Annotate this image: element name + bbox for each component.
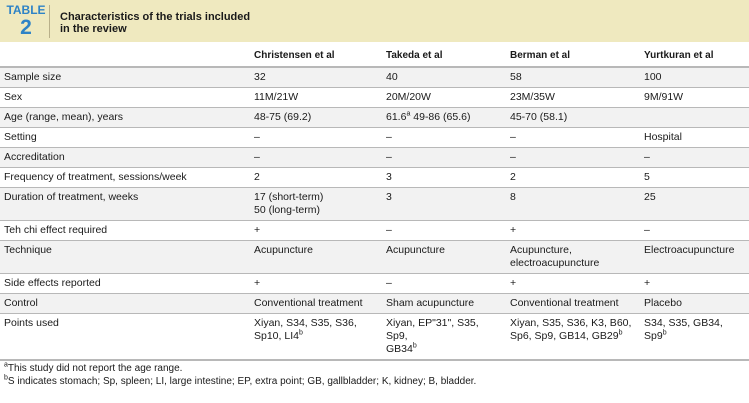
table-cell: 2 bbox=[250, 168, 382, 188]
row-label: Setting bbox=[0, 128, 250, 148]
row-label: Side effects reported bbox=[0, 274, 250, 294]
table-cell: – bbox=[640, 148, 749, 168]
table-cell: + bbox=[506, 274, 640, 294]
table-cell: 3 bbox=[382, 168, 506, 188]
footnote-mark: b bbox=[4, 374, 8, 382]
footnote-mark: b bbox=[618, 329, 623, 337]
table-cell: – bbox=[250, 148, 382, 168]
table-cell: – bbox=[506, 128, 640, 148]
column-header bbox=[0, 44, 250, 67]
cell-text: Sp6, Sp9, GB14, GB29 bbox=[510, 330, 619, 342]
table-cell: Conventional treatment bbox=[250, 294, 382, 314]
table-cell: – bbox=[640, 221, 749, 241]
table-cell bbox=[640, 314, 749, 361]
table-cell: 45-70 (58.1) bbox=[506, 108, 640, 128]
footnote-mark: b bbox=[298, 329, 303, 337]
cell-line: Xiyan, S35, S36, K3, B60, bbox=[510, 317, 632, 329]
cell-text: Sp9 bbox=[644, 330, 663, 342]
cell-line bbox=[510, 330, 636, 343]
table-cell: – bbox=[250, 128, 382, 148]
table-cell bbox=[382, 314, 506, 361]
table-cell: 9M/91W bbox=[640, 88, 749, 108]
table-cell: 25 bbox=[640, 188, 749, 221]
footnote-text: S indicates stomach; Sp, spleen; LI, large intestine; EP, extra point; GB, gallbladder; K, kidney; B, bladder. bbox=[7, 376, 477, 387]
table-number: 2 bbox=[20, 16, 32, 39]
table-cell: Electroacupuncture bbox=[640, 241, 749, 274]
table-cell bbox=[640, 108, 749, 128]
table-cell bbox=[250, 314, 382, 361]
trials-table bbox=[0, 44, 749, 361]
footnote-text: This study did not report the age range. bbox=[7, 363, 183, 374]
table-cell: Placebo bbox=[640, 294, 749, 314]
table-cell: – bbox=[506, 148, 640, 168]
cell-line bbox=[386, 343, 502, 356]
table-cell: Hospital bbox=[640, 128, 749, 148]
table-row bbox=[0, 274, 749, 294]
table-cell: + bbox=[250, 274, 382, 294]
footnote-mark: a bbox=[406, 110, 411, 118]
row-label: Frequency of treatment, sessions/week bbox=[0, 168, 250, 188]
table-cell bbox=[250, 188, 382, 221]
table-cell: 23M/35W bbox=[506, 88, 640, 108]
table-row bbox=[0, 128, 749, 148]
footnote-mark: b bbox=[412, 342, 417, 350]
table-cell: 3 bbox=[382, 188, 506, 221]
table-label-text: TABLE bbox=[6, 3, 46, 17]
cell-line: 50 (long-term) bbox=[254, 204, 320, 216]
footnote bbox=[4, 362, 744, 375]
table-row bbox=[0, 241, 749, 274]
table-cell: 32 bbox=[250, 67, 382, 88]
cell-line: Acupuncture, bbox=[510, 244, 572, 256]
table-row bbox=[0, 294, 749, 314]
footnote-mark: b bbox=[662, 329, 667, 337]
cell-line: electroacupuncture bbox=[510, 257, 600, 269]
table-row bbox=[0, 67, 749, 88]
footnotes bbox=[4, 362, 744, 388]
row-label: Accreditation bbox=[0, 148, 250, 168]
row-label: Age (range, mean), years bbox=[0, 108, 250, 128]
cell-line: Xiyan, EP"31", S35, Sp9, bbox=[386, 317, 479, 342]
table-label bbox=[6, 5, 46, 38]
cell-line: Xiyan, S34, S35, S36, bbox=[254, 317, 357, 329]
table-cell: 2 bbox=[506, 168, 640, 188]
cell-text: 61.6 bbox=[386, 111, 407, 123]
column-header: Yurtkuran et al bbox=[640, 44, 749, 67]
column-header: Christensen et al bbox=[250, 44, 382, 67]
cell-text: GB34 bbox=[386, 343, 413, 355]
cell-line bbox=[644, 330, 745, 343]
cell-text: Sp10, LI4 bbox=[254, 330, 299, 342]
table-row bbox=[0, 188, 749, 221]
row-label: Sample size bbox=[0, 67, 250, 88]
cell-line bbox=[254, 330, 378, 343]
table-cell: 11M/21W bbox=[250, 88, 382, 108]
table-row bbox=[0, 168, 749, 188]
table-cell: 40 bbox=[382, 67, 506, 88]
table-title bbox=[60, 11, 360, 35]
table-row bbox=[0, 314, 749, 361]
table-cell: Conventional treatment bbox=[506, 294, 640, 314]
table-cell: 48-75 (69.2) bbox=[250, 108, 382, 128]
table-header bbox=[0, 0, 749, 42]
table-cell: + bbox=[250, 221, 382, 241]
row-label: Teh chi effect required bbox=[0, 221, 250, 241]
table-cell: + bbox=[640, 274, 749, 294]
header-divider bbox=[49, 5, 50, 38]
table-row bbox=[0, 88, 749, 108]
table-cell: Acupuncture bbox=[382, 241, 506, 274]
row-label: Sex bbox=[0, 88, 250, 108]
row-label: Points used bbox=[0, 314, 250, 361]
table-cell: Sham acupuncture bbox=[382, 294, 506, 314]
row-label: Duration of treatment, weeks bbox=[0, 188, 250, 221]
table-row bbox=[0, 221, 749, 241]
table-cell: – bbox=[382, 221, 506, 241]
table-row bbox=[0, 108, 749, 128]
table-cell: Acupuncture bbox=[250, 241, 382, 274]
column-header: Berman et al bbox=[506, 44, 640, 67]
table-title-line-1: Characteristics of the trials included bbox=[60, 11, 251, 23]
column-header: Takeda et al bbox=[382, 44, 506, 67]
table-cell: 100 bbox=[640, 67, 749, 88]
cell-line: S34, S35, GB34, bbox=[644, 317, 723, 329]
table-cell: 20M/20W bbox=[382, 88, 506, 108]
table-cell: – bbox=[382, 148, 506, 168]
table-cell: 58 bbox=[506, 67, 640, 88]
table-cell: 8 bbox=[506, 188, 640, 221]
table-row bbox=[0, 148, 749, 168]
footnote bbox=[4, 375, 744, 388]
table-title-line-2: in the review bbox=[60, 23, 127, 35]
row-label: Technique bbox=[0, 241, 250, 274]
table-cell: + bbox=[506, 221, 640, 241]
table-cell: – bbox=[382, 128, 506, 148]
table-cell bbox=[506, 241, 640, 274]
table-cell bbox=[382, 108, 506, 128]
table-cell: 5 bbox=[640, 168, 749, 188]
footnote-mark: a bbox=[4, 361, 8, 369]
row-label: Control bbox=[0, 294, 250, 314]
table-cell: – bbox=[382, 274, 506, 294]
table-cell bbox=[506, 314, 640, 361]
column-header-row bbox=[0, 44, 749, 67]
cell-line: 17 (short-term) bbox=[254, 191, 324, 203]
cell-text: 49-86 (65.6) bbox=[410, 111, 471, 123]
